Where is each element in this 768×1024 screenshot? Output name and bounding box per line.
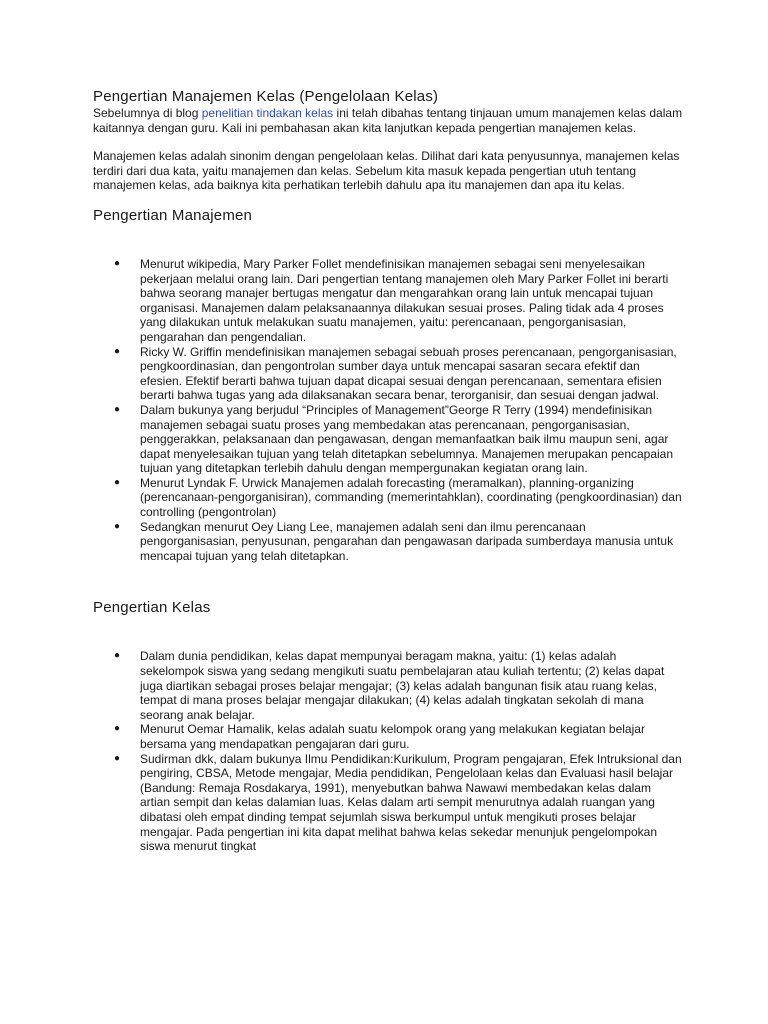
definition-paragraph: Manajemen kelas adalah sinonim dengan pengelolaan kelas. Dilihat dari kata penyusunnya, manajemen kelas terdiri dari dua kata, yaitu manajemen dan kelas. Sebelum kita masuk kepada pengertian utuh tentang manajemen kelas, ada baiknya kita perhatikan terlebih dahulu apa itu manajemen dan apa itu kelas.	[93, 149, 680, 193]
list-item	[93, 722, 683, 751]
intro-text-after-link: ini telah dibahas tentang tinjauan umum manajemen kelas dalam kaitannya dengan guru. Kali ini pembahasan akan kita lanjutkan kepada pengertian manajemen kelas.	[93, 106, 683, 135]
manajemen-list	[93, 257, 683, 563]
list-item	[93, 649, 683, 722]
list-item-text: Sudirman dkk, dalam bukunya Ilmu Pendidikan:Kurikulum, Program pengajaran, Efek Intruksional dan pengiring, CBSA, Metode mengajar, Media pendidikan, Pengelolaan kelas dan Evaluasi hasil belajar (Bandung: Remaja Rosdakarya, 1991), menyebutkan bahwa Nawawi membedakan kelas dalam artian sempit dan kelas dalamian luas. Kelas dalam arti sempit menurutnya adalah ruangan yang dibatasi oleh empat dinding tempat sejumlah siswa berkumpul untuk mengikuti proses belajar mengajar. Pada pengertian ini kita dapat melihat bahwa kelas sekedar menunjuk pengelompokan siswa menurut tingkat	[140, 751, 682, 854]
list-item-text: Dalam bukunya yang berjudul “Principles of Management”George R Terry (1994) mendefinisikan manajemen sebagai suatu proses yang membedakan atas perencanaan, pengorganisasian, penggerakkan, pelaksanaan dan pengawasan, dengan memanfaatkan baik ilmu maupun seni, agar dapat menyelesaikan tujuan yang telah ditetapkan sebelumnya. Manajemen merupakan pencapaian tujuan yang ditetapkan terlebih dahulu dengan mempergunakan kegiatan orang lain.	[140, 402, 674, 476]
intro-text-before-link: Sebelumnya di blog	[93, 106, 202, 120]
list-item-text: Sedangkan menurut Oey Liang Lee, manajemen adalah seni dan ilmu perencanaan pengorganisasian, penyusunan, pengarahan dan pengawasan daripada sumberdaya manusia untuk mencapai tujuan yang telah ditetapkan.	[140, 519, 674, 563]
section-heading-manajemen: Pengertian Manajemen	[93, 206, 253, 224]
intro-paragraph	[93, 106, 683, 135]
list-item	[93, 403, 683, 476]
kelas-list	[93, 649, 683, 853]
bullet-icon: ●	[114, 403, 121, 415]
document-content	[93, 88, 683, 854]
list-item-text: Menurut Oemar Hamalik, kelas adalah suatu kelompok orang yang melakukan kegiatan belajar bersama yang mendapatkan pengajaran dari guru.	[140, 722, 645, 751]
bullet-icon: ●	[114, 650, 121, 662]
page-title: Pengertian Manajemen Kelas (Pengelolaan Kelas)	[93, 88, 439, 105]
section-heading-kelas: Pengertian Kelas	[93, 599, 211, 617]
list-item	[93, 476, 683, 520]
bullet-icon: ●	[114, 752, 121, 764]
list-item	[93, 257, 683, 345]
bullet-icon: ●	[114, 520, 121, 532]
list-item	[93, 752, 683, 854]
list-item-text: Menurut wikipedia, Mary Parker Follet mendefinisikan manajemen sebagai seni menyelesaikan pekerjaan melalui orang lain. Dari pengertian tentang manajemen oleh Mary Parker Follet ini berarti bahwa seorang manajer bertugas mengatur dan mengarahkan orang lain untuk mencapai tujuan organisasi. Manajemen dalam pelaksanaannya dilakukan sesuai proses. Paling tidak ada 4 proses yang dilakukan untuk melakukan suatu manajemen, yaitu: perencanaan, pengorganisasian, pengarahan dan pengendalian.	[140, 256, 669, 344]
bullet-icon: ●	[114, 345, 121, 357]
list-item-text: Menurut Lyndak F. Urwick Manajemen adalah forecasting (meramalkan), planning-organizing (perencanaan-pengorganisiran), commanding (memerintahklan), coordinating (pengkoordinasian) dan controlling (pengontrolan)	[140, 475, 682, 520]
list-item	[93, 345, 683, 403]
list-item-text: Ricky W. Griffin mendefinisikan manajemen sebagai sebuah proses perencanaan, pengorganisasian, pengkoordinasian, dan pengontrolan sumber daya untuk mencapai sasaran secara efektif dan efesien. Efektif berarti bahwa tujuan dapat dicapai sesuai dengan perencanaan, sementara efisien berarti bahwa tugas yang ada dilaksanakan secara benar, terorganisir, dan sesuai dengan jadwal.	[140, 344, 677, 403]
list-item-text: Dalam dunia pendidikan, kelas dapat mempunyai beragam makna, yaitu: (1) kelas adalah sekelompok siswa yang sedang mengikuti suatu pembelajaran atau kuliah tertentu; (2) kelas dapat juga diartikan sebagai proses belajar mengajar; (3) kelas adalah bangunan fisik atau ruang kelas, tempat di mana proses belajar mengajar dilakukan; (4) kelas adalah tingkatan sekolah di mana seorang anak belajar.	[140, 649, 665, 722]
list-item	[93, 520, 683, 564]
blog-link[interactable]: penelitian tindakan kelas	[201, 106, 334, 120]
bullet-icon: ●	[114, 723, 121, 735]
bullet-icon: ●	[114, 476, 121, 488]
section-spacer	[93, 563, 683, 591]
bullet-icon: ●	[114, 257, 121, 269]
